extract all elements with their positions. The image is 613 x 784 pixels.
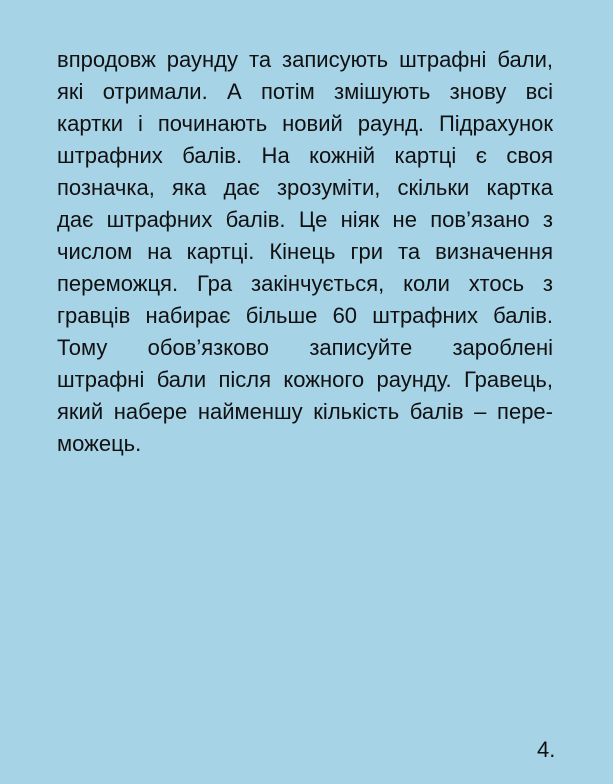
text-line: дає штрафних балів. Це ніяк не пов’язано з: [57, 207, 553, 232]
text-line: позначка, яка дає зрозуміти, скільки картка: [57, 175, 553, 200]
text-line: штрафні бали після кожного раунду. Гравець,: [57, 367, 553, 392]
text-line: які отримали. А потім змішують знову всі: [57, 79, 553, 104]
text-line: штрафних балів. На кожній картці є своя: [57, 143, 553, 168]
text-line: впродовж раунду та записують штрафні бали,: [57, 47, 553, 72]
page-number: 4.: [537, 737, 556, 762]
text-line: числом на картці. Кінець гри та визначення: [57, 239, 553, 264]
text-line: картки і починають новий раунд. Підрахунок: [57, 111, 553, 136]
text-line: гравців набирає більше 60 штрафних балів.: [57, 303, 553, 328]
text-line: який набере найменшу кількість балів – пере-: [57, 399, 553, 424]
body-text: [57, 44, 553, 460]
text-line-last: можець.: [57, 431, 142, 456]
text-line: переможця. Гра закінчується, коли хтось з: [57, 271, 553, 296]
text-line: Тому обов’язково записуйте зароблені: [57, 335, 553, 360]
